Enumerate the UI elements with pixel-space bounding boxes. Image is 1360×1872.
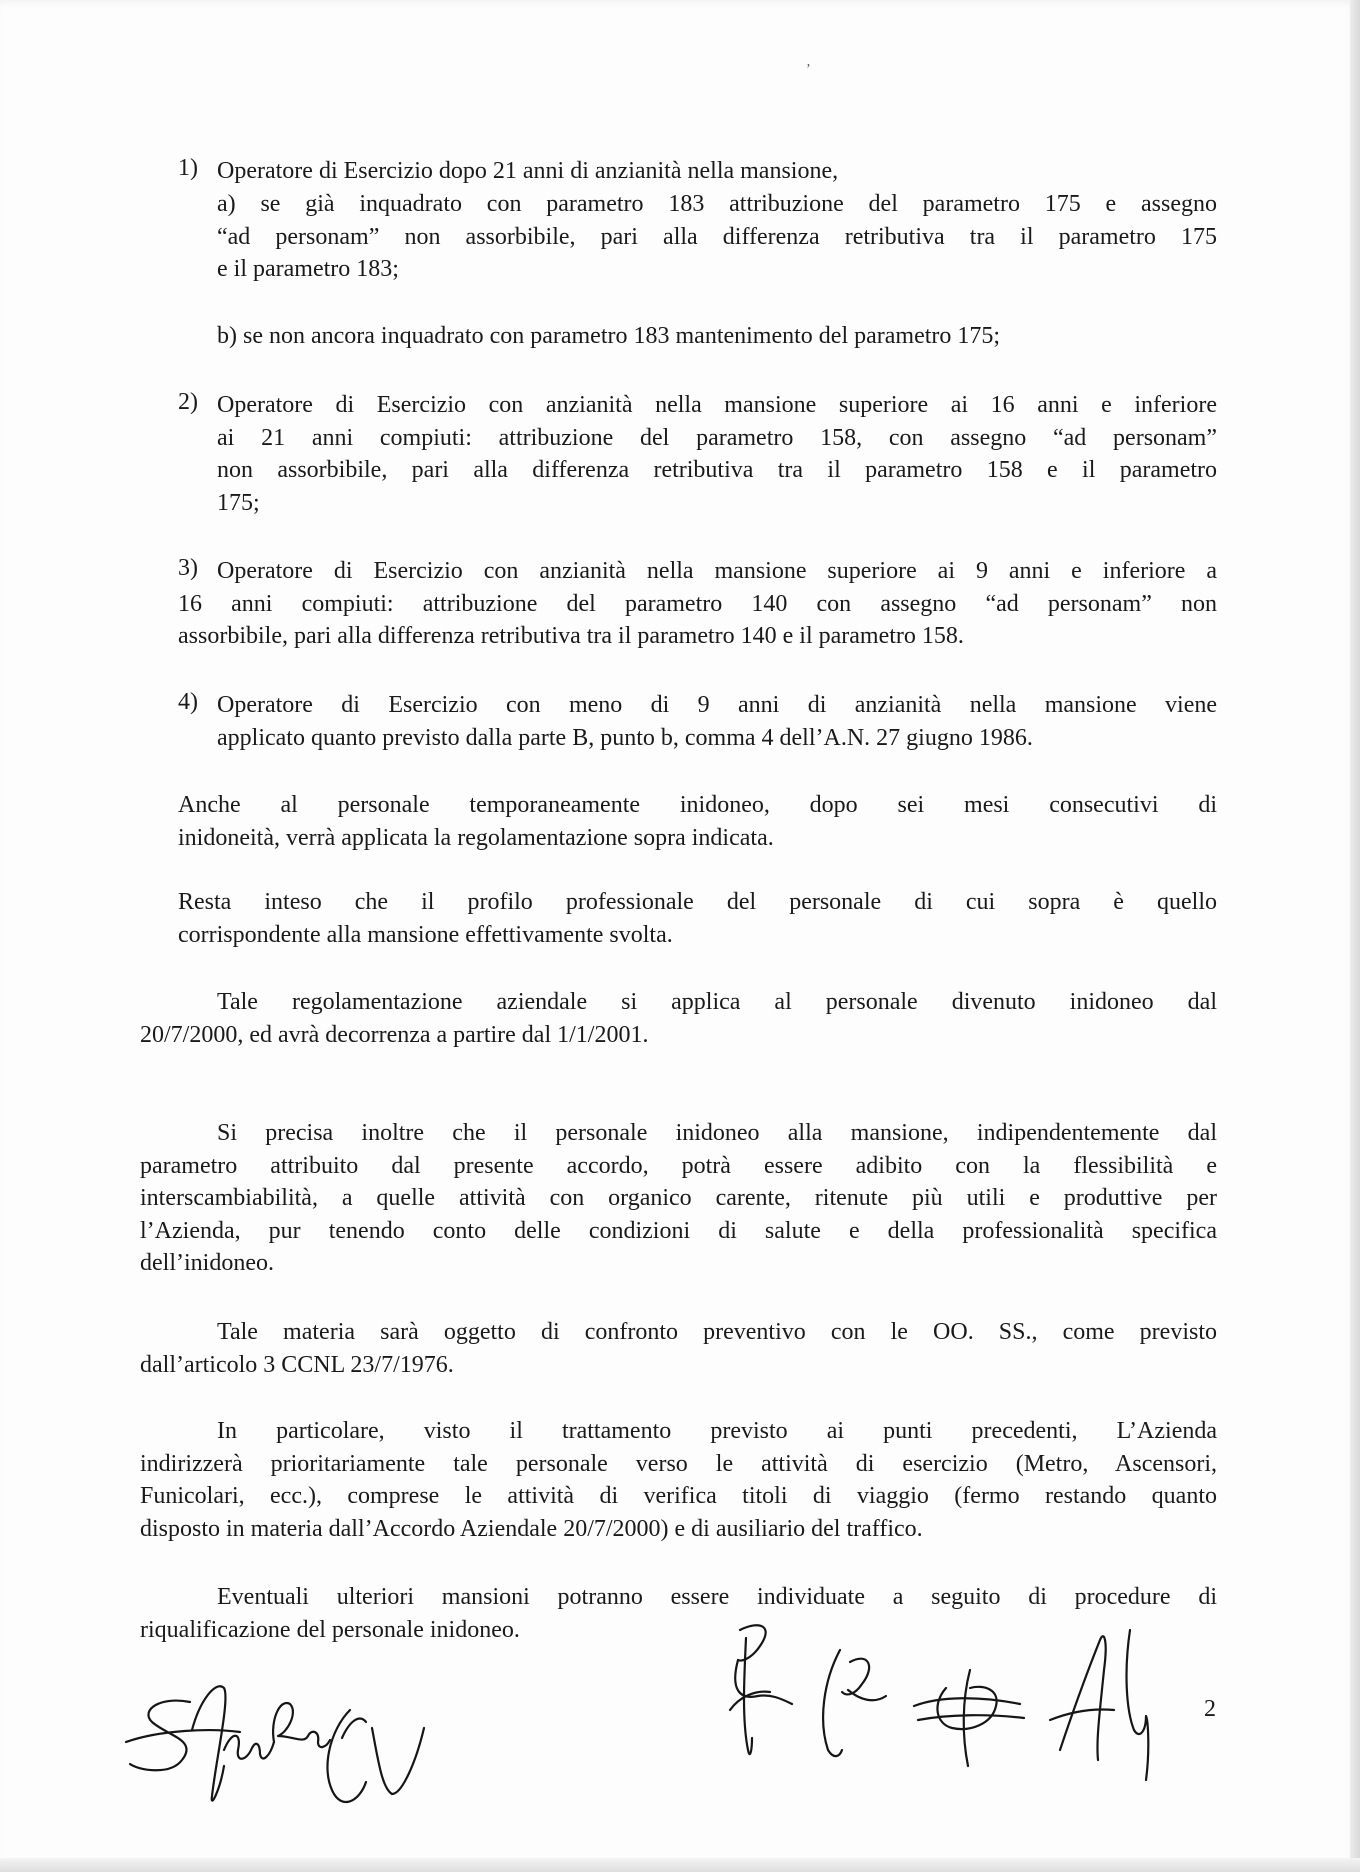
page-bottom-edge [0, 1858, 1360, 1872]
text-line: non assorbibile, pari alla differenza retributiva tra il parametro 158 e il parametro [217, 457, 1217, 483]
text-line: Operatore di Esercizio con meno di 9 anni di anzianità nella mansione viene [217, 692, 1217, 718]
text-line: In particolare, visto il trattamento previsto ai punti precedenti, L’Azienda [217, 1418, 1217, 1444]
scan-speck: ʼ [806, 62, 811, 77]
text-line: Si precisa inoltre che il personale inidoneo alla mansione, indipendentemente dal [217, 1120, 1217, 1146]
text-line: Tale materia sarà oggetto di confronto preventivo con le OO. SS., come previsto [217, 1319, 1217, 1345]
text-line: riqualificazione del personale inidoneo. [140, 1616, 520, 1643]
text-line: indirizzerà prioritariamente tale personale verso le attività di esercizio (Metro, Ascensori, [140, 1450, 1217, 1477]
text-line: 16 anni compiuti: attribuzione del parametro 140 con assegno “ad personam” non [178, 590, 1217, 617]
text-line: dell’inidoneo. [140, 1250, 274, 1276]
page-number: 2 [1204, 1696, 1216, 1722]
paragraph [140, 986, 1217, 1051]
text-line: 175; [217, 489, 260, 516]
text-line: parametro attribuito dal presente accordo, potrà essere adibito con la flessibilità e [140, 1152, 1217, 1179]
text-line: Anche al personale temporaneamente inidoneo, dopo sei mesi consecutivi di [178, 792, 1217, 818]
paragraph [178, 886, 1217, 951]
text-line: assorbibile, pari alla differenza retributiva tra il parametro 140 e il parametro 158. [178, 623, 964, 649]
paragraph [140, 1117, 1217, 1280]
text-line: interscambiabilità, a quelle attività con organico carente, ritenute più utili e produttive per [140, 1185, 1217, 1211]
text-line: “ad personam” non assorbibile, pari alla differenza retributiva tra il parametro 175 [217, 223, 1217, 250]
handwritten-signature [700, 1600, 1210, 1800]
list-number: 2) [178, 389, 198, 415]
text-line: l’Azienda, pur tenendo conto delle condizioni di salute e della professionalità specifica [140, 1217, 1217, 1244]
list-item-4 [217, 689, 1217, 754]
text-line: corrispondente alla mansione effettivamente svolta. [178, 921, 673, 948]
list-item-1-sub-b [217, 320, 1217, 353]
text-line: Eventuali ulteriori mansioni potranno essere individuate a seguito di procedure di [217, 1584, 1217, 1610]
text-line: applicato quanto previsto dalla parte B, punto b, comma 4 dell’A.N. 27 giugno 1986. [217, 724, 1033, 751]
paragraph [140, 1316, 1217, 1381]
text-line: ai 21 anni compiuti: attribuzione del parametro 158, con assegno “ad personam” [217, 424, 1217, 451]
text-line: disposto in materia dall’Accordo Aziendale 20/7/2000) e di ausiliario del traffico. [140, 1515, 923, 1542]
handwritten-signature [120, 1670, 520, 1820]
text-line: dall’articolo 3 CCNL 23/7/1976. [140, 1351, 454, 1378]
list-item-lead: Operatore di Esercizio dopo 21 anni di anzianità nella mansione, [217, 158, 839, 184]
text-line: e il parametro 183; [217, 256, 399, 282]
text-line: Funicolari, ecc.), comprese le attività di verifica titoli di viaggio (fermo restando quanto [140, 1483, 1217, 1509]
list-item-1-sub-a [217, 188, 1217, 286]
list-item-1 [217, 155, 1217, 188]
list-number: 4) [178, 689, 198, 715]
paragraph [140, 1415, 1217, 1545]
page-edge-shadow [1350, 0, 1360, 1872]
list-number: 3) [178, 555, 198, 581]
text-line: 20/7/2000, ed avrà decorrenza a partire dal 1/1/2001. [140, 1021, 649, 1048]
text-line: b) se non ancora inquadrato con parametro 183 mantenimento del parametro 175; [217, 323, 1001, 349]
text-line: Resta inteso che il profilo professionale del personale di cui sopra è quello [178, 889, 1217, 915]
text-line: Operatore di Esercizio con anzianità nella mansione superiore ai 16 anni e inferiore [217, 392, 1217, 418]
list-number: 1) [178, 155, 198, 181]
text-line: Operatore di Esercizio con anzianità nella mansione superiore ai 9 anni e inferiore a [217, 558, 1217, 584]
list-item-3 [178, 555, 1217, 653]
paragraph [178, 789, 1217, 854]
text-line: a) se già inquadrato con parametro 183 attribuzione del parametro 175 e assegno [217, 191, 1217, 217]
text-line: Tale regolamentazione aziendale si applica al personale divenuto inidoneo dal [217, 989, 1217, 1015]
text-line: inidoneità, verrà applicata la regolamentazione sopra indicata. [178, 824, 774, 851]
list-item-2 [217, 389, 1217, 519]
